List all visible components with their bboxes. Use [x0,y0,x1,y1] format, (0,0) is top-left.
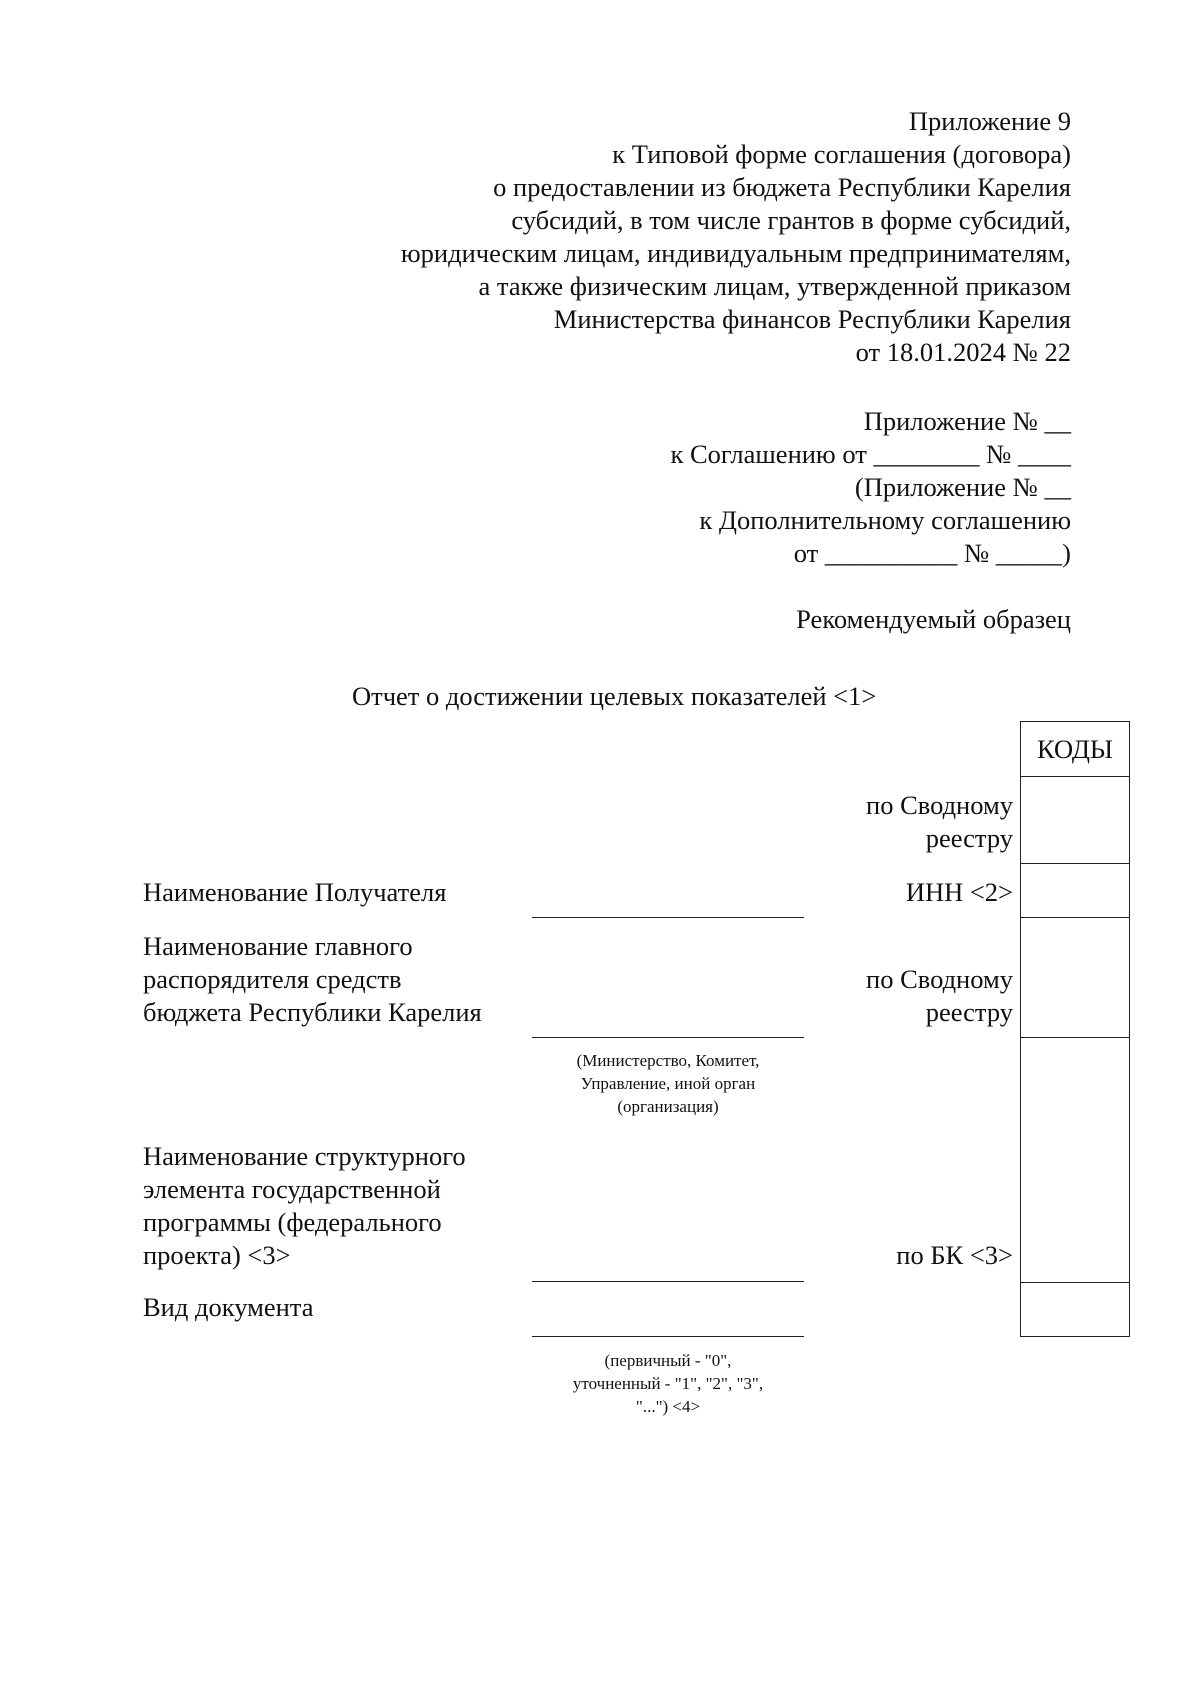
annex-line: к Дополнительному соглашению [699,505,1071,535]
header-block [271,105,1071,369]
chief-manager-label: Наименование главного распорядителя средств бюджета Республики Карелия [143,931,482,1027]
chief-manager-input-line[interactable] [532,1037,804,1038]
recipient-input-line[interactable] [532,917,804,918]
code-cell-svodny-1 [1021,776,1129,777]
header-line: юридическим лицам, индивидуальным предпринимателям, [400,238,1071,268]
report-title: Отчет о достижении целевых показателей <1> [352,681,877,711]
structural-element-label: Наименование структурного элемента государственной программы (федерального проекта) <3> [143,1141,466,1270]
code-cell-empty [1021,1037,1129,1038]
header-line: о предоставлении из бюджета Республики Карелия [493,172,1071,202]
document-type-input-line[interactable] [532,1336,804,1337]
header-line: к Типовой форме соглашения (договора) [612,139,1071,169]
inn-label: ИНН <2> [905,877,1013,907]
document-type-hint: (первичный - "0", уточненный - "1", "2", "3", "...") <4> [572,1351,764,1416]
codes-column [1020,721,1130,1337]
code-cell-svodny-2 [1021,917,1129,918]
svodny-reestr-label-2: по Сводному реестру [866,964,1013,1027]
chief-manager-hint: (Министерство, Комитет, Управление, иной орган (организация) [576,1051,760,1116]
header-line: Министерства финансов Республики Карелия [553,304,1071,334]
header-line: от 18.01.2024 № 22 [855,337,1071,367]
header-line: субсидий, в том числе грантов в форме субсидий, [511,205,1071,235]
header-line: а также физическим лицам, утвержденной приказом [478,271,1071,301]
annex-block [471,405,1071,570]
annex-line: Приложение № __ [863,406,1071,436]
annex-line: от __________ № _____) [793,538,1071,568]
code-cell-inn [1021,863,1129,864]
annex-line: к Соглашению от ________ № ____ [670,439,1071,469]
document-type-label: Вид документа [143,1292,314,1322]
recipient-label: Наименование Получателя [143,877,447,907]
annex-line: (Приложение № __ [854,472,1071,502]
bk-label: по БК <3> [896,1240,1013,1270]
svodny-reestr-label-1: по Сводному реестру [866,790,1013,853]
structural-element-input-line[interactable] [532,1281,804,1282]
codes-header: КОДЫ [1036,733,1114,764]
code-cell-bk [1021,1282,1129,1283]
sample-label: Рекомендуемый образец [796,604,1071,634]
header-line: Приложение 9 [908,106,1071,136]
